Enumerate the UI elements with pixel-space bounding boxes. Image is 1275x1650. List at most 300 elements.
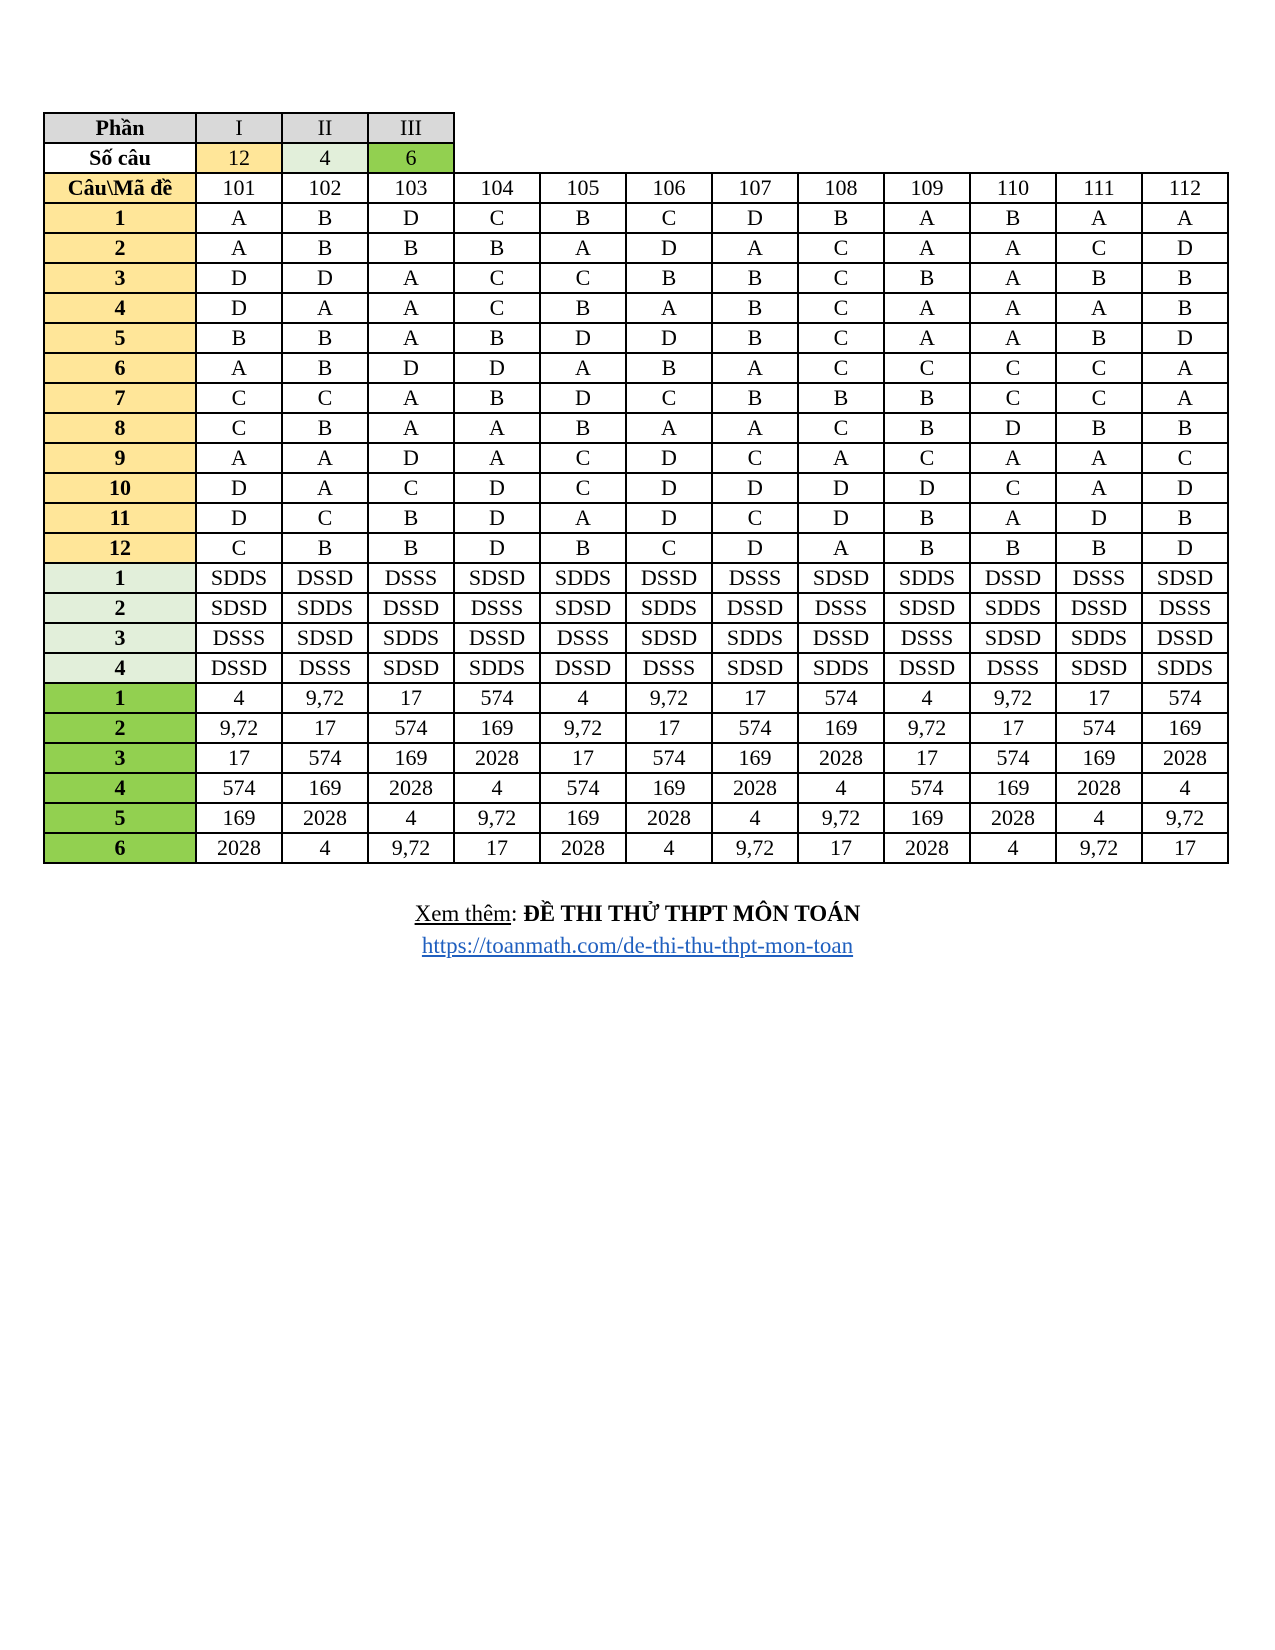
exam-code-101: 101 [196, 173, 282, 203]
answer-cell: 4 [626, 833, 712, 863]
part1-question-number: 8 [44, 413, 196, 443]
answer-cell: B [196, 323, 282, 353]
part1-question-row [44, 533, 1228, 563]
answer-cell: B [970, 203, 1056, 233]
answer-cell: A [540, 503, 626, 533]
answer-cell: DSSS [368, 563, 454, 593]
answer-cell: 169 [626, 773, 712, 803]
answer-cell: 4 [1142, 773, 1228, 803]
answer-cell: C [798, 263, 884, 293]
answer-cell: 2028 [970, 803, 1056, 833]
answer-cell: B [1142, 503, 1228, 533]
answer-cell: 4 [884, 683, 970, 713]
answer-cell: D [626, 323, 712, 353]
answer-cell: B [1056, 413, 1142, 443]
answer-cell: SDDS [282, 593, 368, 623]
answer-cell: A [798, 533, 884, 563]
part-count-1: 12 [196, 143, 282, 173]
answer-cell: D [454, 503, 540, 533]
answer-cell: 169 [282, 773, 368, 803]
answer-cell: B [1142, 293, 1228, 323]
answer-cell: 574 [798, 683, 884, 713]
answer-cell: B [368, 233, 454, 263]
link-line [0, 930, 1275, 962]
part1-question-number: 3 [44, 263, 196, 293]
part-count-3: 6 [368, 143, 454, 173]
answer-cell: B [454, 233, 540, 263]
part1-question-number: 5 [44, 323, 196, 353]
answer-cell: A [368, 263, 454, 293]
answer-cell: SDDS [540, 563, 626, 593]
answer-cell: 574 [970, 743, 1056, 773]
answer-cell: B [798, 383, 884, 413]
answer-cell: 574 [1142, 683, 1228, 713]
answer-cell: 4 [368, 803, 454, 833]
answer-cell: SDSD [1056, 653, 1142, 683]
answer-cell: D [454, 473, 540, 503]
answer-cell: 574 [282, 743, 368, 773]
see-more-separator: : [511, 901, 524, 926]
answer-cell: C [454, 293, 540, 323]
answer-cell: B [712, 263, 798, 293]
part3-question-number: 1 [44, 683, 196, 713]
answer-cell: 574 [454, 683, 540, 713]
answer-cell: 2028 [1142, 743, 1228, 773]
answer-cell: D [626, 473, 712, 503]
answer-cell: A [970, 263, 1056, 293]
answer-cell: A [970, 503, 1056, 533]
answer-cell: 17 [712, 683, 798, 713]
answer-cell: C [454, 263, 540, 293]
answer-cell: 17 [540, 743, 626, 773]
answer-cell: A [884, 323, 970, 353]
answer-cell: DSSD [196, 653, 282, 683]
answer-cell: 574 [540, 773, 626, 803]
answer-cell: C [884, 443, 970, 473]
answer-cell: 169 [196, 803, 282, 833]
answer-cell: SDSD [798, 563, 884, 593]
answer-cell: 574 [1056, 713, 1142, 743]
answer-cell: C [798, 233, 884, 263]
answer-cell: A [1142, 203, 1228, 233]
answer-cell: C [798, 353, 884, 383]
exam-code-112: 112 [1142, 173, 1228, 203]
answer-cell: SDSD [282, 623, 368, 653]
answer-cell: SDDS [798, 653, 884, 683]
answer-cell: B [282, 233, 368, 263]
answer-cell: 2028 [1056, 773, 1142, 803]
part2-question-row [44, 563, 1228, 593]
answer-cell: A [626, 293, 712, 323]
answer-cell: DSSD [1056, 593, 1142, 623]
answer-cell: C [970, 383, 1056, 413]
answer-cell: A [368, 413, 454, 443]
answer-cell: C [884, 353, 970, 383]
answer-cell: C [970, 353, 1056, 383]
answer-cell: B [970, 533, 1056, 563]
answer-cell: A [798, 443, 884, 473]
answer-cell: A [196, 203, 282, 233]
part1-question-number: 12 [44, 533, 196, 563]
answer-cell: C [712, 503, 798, 533]
answer-cell: 2028 [884, 833, 970, 863]
answer-cell: A [970, 443, 1056, 473]
answer-cell: DSSD [626, 563, 712, 593]
answer-cell: 169 [884, 803, 970, 833]
answer-cell: C [1056, 383, 1142, 413]
exam-code-102: 102 [282, 173, 368, 203]
answer-cell: DSSD [884, 653, 970, 683]
answer-cell: SDDS [970, 593, 1056, 623]
answer-cell: B [712, 383, 798, 413]
answer-cell: DSSS [196, 623, 282, 653]
see-more-line [0, 898, 1275, 930]
answer-cell: D [454, 533, 540, 563]
answer-cell: 17 [970, 713, 1056, 743]
answer-cell: 169 [970, 773, 1056, 803]
answer-cell: C [196, 533, 282, 563]
answer-cell: DSSS [712, 563, 798, 593]
answer-cell: 169 [368, 743, 454, 773]
answer-cell: A [970, 293, 1056, 323]
part-name-1: I [196, 113, 282, 143]
part3-question-row [44, 743, 1228, 773]
answer-cell: D [540, 383, 626, 413]
see-more-title: ĐỀ THI THỬ THPT MÔN TOÁN [523, 901, 861, 926]
answer-cell: 2028 [368, 773, 454, 803]
answer-cell: 2028 [540, 833, 626, 863]
answer-cell: SDSD [196, 593, 282, 623]
part1-question-row [44, 323, 1228, 353]
part1-question-row [44, 293, 1228, 323]
answer-cell: B [626, 353, 712, 383]
answer-cell: A [196, 353, 282, 383]
answer-cell: A [196, 233, 282, 263]
answer-cell: D [798, 473, 884, 503]
answer-cell: A [1142, 383, 1228, 413]
answer-cell: B [282, 533, 368, 563]
answer-cell: B [712, 293, 798, 323]
answer-cell: 9,72 [282, 683, 368, 713]
answer-cell: B [712, 323, 798, 353]
answer-cell: A [282, 443, 368, 473]
footer [0, 898, 1275, 962]
answer-cell: 4 [1056, 803, 1142, 833]
part1-question-number: 9 [44, 443, 196, 473]
answer-cell: 17 [1056, 683, 1142, 713]
answer-cell: SDSD [712, 653, 798, 683]
answer-cell: 9,72 [1056, 833, 1142, 863]
answer-cell: D [454, 353, 540, 383]
answer-cell: B [798, 203, 884, 233]
answer-cell: B [454, 383, 540, 413]
answer-cell: 17 [798, 833, 884, 863]
answer-cell: 4 [454, 773, 540, 803]
answer-cell: 2028 [196, 833, 282, 863]
answer-cell: D [626, 443, 712, 473]
answer-cell: 17 [196, 743, 282, 773]
answer-cell: C [540, 443, 626, 473]
part3-question-number: 2 [44, 713, 196, 743]
exam-code-103: 103 [368, 173, 454, 203]
answer-cell: A [1056, 203, 1142, 233]
answer-cell: C [196, 413, 282, 443]
answer-cell: DSSS [1056, 563, 1142, 593]
answer-cell: C [540, 263, 626, 293]
answer-cell: A [1056, 473, 1142, 503]
answer-cell: DSSS [970, 653, 1056, 683]
answer-cell: D [196, 503, 282, 533]
answer-cell: DSSS [282, 653, 368, 683]
answer-cell: A [712, 353, 798, 383]
answer-cell: 9,72 [712, 833, 798, 863]
answer-cell: B [540, 413, 626, 443]
part3-question-number: 6 [44, 833, 196, 863]
part2-question-row [44, 623, 1228, 653]
answer-cell: 4 [282, 833, 368, 863]
answer-cell: SDDS [712, 623, 798, 653]
answer-cell: 2028 [798, 743, 884, 773]
part1-question-number: 7 [44, 383, 196, 413]
parts-row [44, 113, 454, 143]
answer-cell: 9,72 [798, 803, 884, 833]
part1-question-row [44, 413, 1228, 443]
part1-question-row [44, 443, 1228, 473]
answer-cell: B [884, 503, 970, 533]
answer-cell: A [282, 473, 368, 503]
part2-question-number: 4 [44, 653, 196, 683]
exam-code-107: 107 [712, 173, 798, 203]
part1-question-row [44, 263, 1228, 293]
answer-cell: A [884, 233, 970, 263]
answer-cell: SDSD [454, 563, 540, 593]
part-name-2: II [282, 113, 368, 143]
answer-cell: B [540, 203, 626, 233]
answer-cell: D [884, 473, 970, 503]
answer-cell: 169 [712, 743, 798, 773]
answer-cell: C [196, 383, 282, 413]
answer-cell: C [282, 503, 368, 533]
answer-cell: B [626, 263, 712, 293]
answer-cell: A [970, 233, 1056, 263]
answer-cell: DSSD [454, 623, 540, 653]
answer-cell: D [712, 473, 798, 503]
answer-cell: 4 [798, 773, 884, 803]
corner-header: Câu\Mã đề [44, 173, 196, 203]
answer-cell: D [368, 353, 454, 383]
answer-cell: DSSD [712, 593, 798, 623]
answer-cell: SDDS [626, 593, 712, 623]
answer-cell: C [454, 203, 540, 233]
answer-cell: A [540, 233, 626, 263]
answer-cell: B [1056, 263, 1142, 293]
answer-cell: B [884, 383, 970, 413]
answer-cell: DSSD [798, 623, 884, 653]
answer-cell: DSSS [884, 623, 970, 653]
part3-question-row [44, 683, 1228, 713]
answer-cell: 4 [712, 803, 798, 833]
part-count-2: 4 [282, 143, 368, 173]
answer-cell: 4 [196, 683, 282, 713]
answer-cell: A [884, 203, 970, 233]
answer-cell: D [1142, 233, 1228, 263]
answer-cell: C [1142, 443, 1228, 473]
answer-cell: 169 [540, 803, 626, 833]
part2-question-number: 1 [44, 563, 196, 593]
answer-cell: C [626, 383, 712, 413]
part3-question-number: 4 [44, 773, 196, 803]
answer-cell: D [1056, 503, 1142, 533]
answer-cell: B [540, 293, 626, 323]
answer-cell: 17 [1142, 833, 1228, 863]
answer-cell: D [368, 203, 454, 233]
part1-question-row [44, 203, 1228, 233]
answer-cell: B [1056, 323, 1142, 353]
part1-question-row [44, 383, 1228, 413]
exam-code-110: 110 [970, 173, 1056, 203]
answer-cell: C [282, 383, 368, 413]
see-more-label: Xem thêm [414, 901, 512, 926]
answer-cell: A [1056, 293, 1142, 323]
answer-cell: C [540, 473, 626, 503]
answer-cell: A [368, 383, 454, 413]
part1-question-row [44, 233, 1228, 263]
answer-cell: 17 [282, 713, 368, 743]
part2-question-number: 3 [44, 623, 196, 653]
part1-question-number: 11 [44, 503, 196, 533]
answer-cell: DSSS [626, 653, 712, 683]
answer-cell: DSSS [454, 593, 540, 623]
answer-cell: 2028 [454, 743, 540, 773]
answer-key-table [43, 172, 1229, 864]
answer-cell: C [626, 203, 712, 233]
part1-question-number: 10 [44, 473, 196, 503]
answer-cell: 9,72 [540, 713, 626, 743]
answer-cell: C [798, 323, 884, 353]
answer-cell: C [1056, 353, 1142, 383]
answer-cell: 4 [540, 683, 626, 713]
answer-cell: DSSD [368, 593, 454, 623]
answer-cell: 574 [712, 713, 798, 743]
answer-cell: 169 [1056, 743, 1142, 773]
parts-summary-table [43, 112, 455, 174]
answer-cell: A [884, 293, 970, 323]
answer-cell: D [196, 473, 282, 503]
part1-question-row [44, 473, 1228, 503]
part3-question-row [44, 713, 1228, 743]
answer-cell: B [1142, 263, 1228, 293]
answer-cell: 4 [970, 833, 1056, 863]
answer-cell: B [884, 533, 970, 563]
answer-cell: D [540, 323, 626, 353]
answer-cell: A [282, 293, 368, 323]
answer-cell: SDSD [540, 593, 626, 623]
answer-cell: SDDS [196, 563, 282, 593]
answer-cell: A [712, 413, 798, 443]
exam-code-111: 111 [1056, 173, 1142, 203]
answer-cell: DSSD [282, 563, 368, 593]
answer-cell: DSSS [1142, 593, 1228, 623]
answer-cell: 2028 [626, 803, 712, 833]
answer-cell: D [196, 293, 282, 323]
answer-cell: D [368, 443, 454, 473]
answer-cell: SDDS [1056, 623, 1142, 653]
answer-cell: 169 [798, 713, 884, 743]
answer-key-body [44, 173, 1228, 863]
answer-cell: A [1142, 353, 1228, 383]
answer-cell: SDSD [626, 623, 712, 653]
exam-code-109: 109 [884, 173, 970, 203]
answer-cell: D [1142, 323, 1228, 353]
answer-cell: A [454, 443, 540, 473]
answer-cell: 9,72 [626, 683, 712, 713]
answer-cell: 574 [626, 743, 712, 773]
answer-cell: 17 [454, 833, 540, 863]
part3-question-number: 3 [44, 743, 196, 773]
answer-cell: B [282, 203, 368, 233]
answer-cell: SDDS [454, 653, 540, 683]
part3-question-row [44, 833, 1228, 863]
answer-cell: B [1142, 413, 1228, 443]
answer-cell: A [1056, 443, 1142, 473]
answer-cell: 2028 [712, 773, 798, 803]
answer-cell: DSSS [798, 593, 884, 623]
answer-cell: DSSS [540, 623, 626, 653]
answer-cell: D [1142, 533, 1228, 563]
answer-cell: A [540, 353, 626, 383]
answer-cell: B [282, 413, 368, 443]
answer-cell: 9,72 [368, 833, 454, 863]
part1-question-number: 1 [44, 203, 196, 233]
answer-cell: 574 [368, 713, 454, 743]
answer-cell: A [712, 233, 798, 263]
answer-cell: SDSD [970, 623, 1056, 653]
answer-cell: D [626, 233, 712, 263]
exam-code-104: 104 [454, 173, 540, 203]
source-link[interactable]: https://toanmath.com/de-thi-thu-thpt-mon-toan [421, 933, 854, 958]
answer-cell: 17 [626, 713, 712, 743]
part1-question-number: 4 [44, 293, 196, 323]
answer-cell: DSSD [1142, 623, 1228, 653]
part-name-3: III [368, 113, 454, 143]
answer-cell: A [196, 443, 282, 473]
answer-cell: B [282, 353, 368, 383]
answer-cell: B [1056, 533, 1142, 563]
part1-question-number: 2 [44, 233, 196, 263]
exam-code-106: 106 [626, 173, 712, 203]
exam-code-108: 108 [798, 173, 884, 203]
answer-cell: 169 [1142, 713, 1228, 743]
answer-cell: SDSD [368, 653, 454, 683]
answer-cell: C [1056, 233, 1142, 263]
answer-cell: C [712, 443, 798, 473]
parts-label: Phần [44, 113, 196, 143]
answer-cell: C [798, 413, 884, 443]
answer-cell: A [368, 293, 454, 323]
answer-cell: SDSD [1142, 563, 1228, 593]
answer-cell: B [540, 533, 626, 563]
question-count-label: Số câu [44, 143, 196, 173]
answer-cell: DSSD [970, 563, 1056, 593]
answer-cell: D [626, 503, 712, 533]
part2-question-row [44, 593, 1228, 623]
answer-cell: D [712, 533, 798, 563]
part2-question-row [44, 653, 1228, 683]
answer-cell: SDDS [368, 623, 454, 653]
answer-cell: B [884, 263, 970, 293]
answer-cell: B [884, 413, 970, 443]
answer-cell: C [798, 293, 884, 323]
